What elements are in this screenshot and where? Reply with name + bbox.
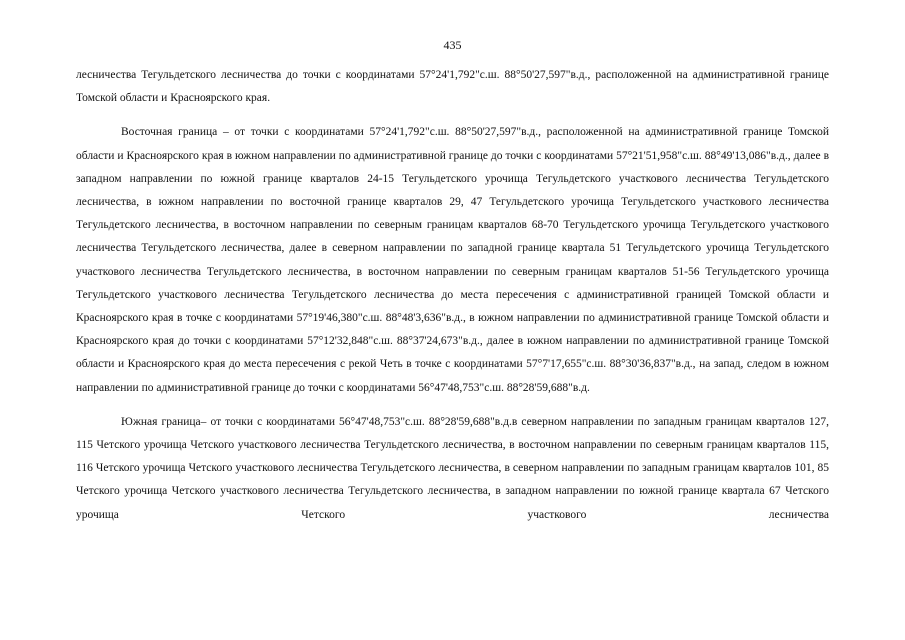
paragraph-south-boundary: Южная граница– от точки с координатами 56°47'48,753"с.ш. 88°28'59,688"в.д.в северном направлении по западным границам кварталов 127, 115 Четского урочища Четского участкового лесничества Тегульдетского лесничества, в восточном направлении по северным границам кварталов 115, 116 Четского урочища Четского участкового лесничества Тегульдетского лесничества, в северном направлении по западным границам кварталов 101, 85 Четского урочища Четского участкового лесничества Тегульдетского лесничества, в западном направлении по южной границе квартала 67 Четского урочища Четского участкового лесничества (76, 415, 829, 521)
paragraph-continuation: лесничества Тегульдетского лесничества до точки с координатами 57°24'1,792"с.ш. 88°50'27,597"в.д., расположенной на административной границе Томской области и Красноярского края. (76, 69, 829, 105)
document-body (76, 64, 829, 527)
page-number: 435 (443, 38, 462, 52)
paragraph-east-boundary: Восточная граница – от точки с координатами 57°24'1,792"с.ш. 88°50'27,597"в.д., расположенной на административной границе Томской области и Красноярского края в южном направлении по административной границе до точки с координатами 57°21'51,958"с.ш. 88°49'13,086"в.д., далее в западном направлении по южной границе кварталов 24-15 Тегульдетского урочища Тегульдетского участкового лесничества Тегульдетского лесничества, в южном направлении по восточной границе кварталов 29, 47 Тегульдетского урочища Тегульдетского участкового лесничества Тегульдетского лесничества, в восточном направлении по северным границам кварталов 68-70 Тегульдетского урочища Тегульдетского участкового лесничества Тегульдетского лесничества, далее в северном направлении по западной границе квартала 51 Тегульдетского урочища Тегульдетского участкового лесничества Тегульдетского лесничества, в восточном направлении по северным границам кварталов 51-56 Тегульдетского урочища Тегульдетского участкового лесничества Тегульдетского лесничества до места пересечения с административной границей Томской области и Красноярского края в точке с координатами 57°19'46,380"с.ш. 88°48'3,636"в.д., в южном направлении по административной границе Томской области и Красноярского края до точки с координатами 57°12'32,848"с.ш. 88°37'24,673"в.д., далее в южном направлении по административной границе Томской области и Красноярского края до места пересечения с рекой Четь в точке с координатами 57°7'17,655"с.ш. 88°30'36,837"в.д., на запад, следом в южном направлении по административной границе до точки с координатами 56°47'48,753"с.ш. 88°28'59,688"в.д. (76, 126, 829, 394)
